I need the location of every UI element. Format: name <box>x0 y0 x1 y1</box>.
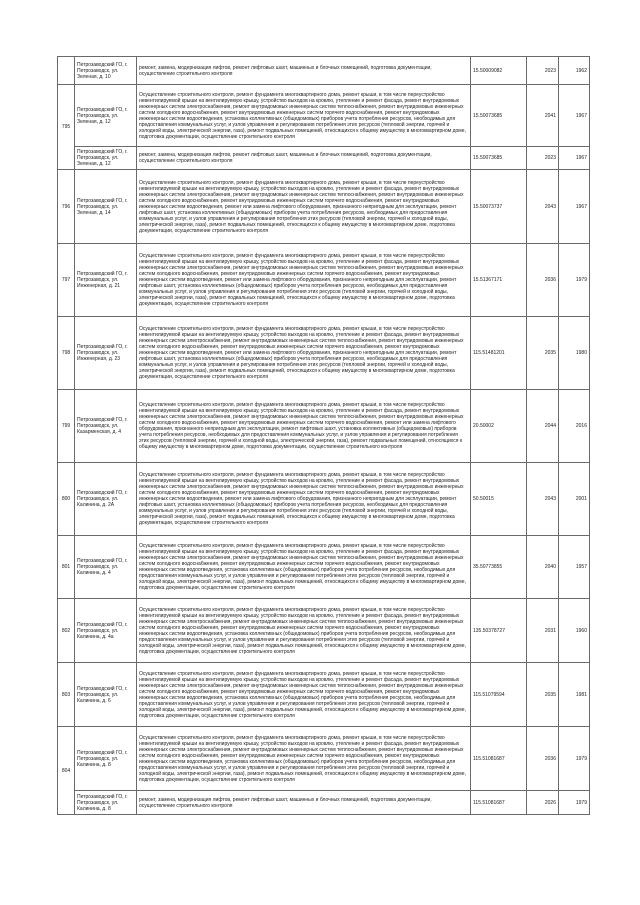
table-row <box>58 791 590 815</box>
built-year-cell: 1967 <box>559 170 590 244</box>
address-cell: Петрозаводский ГО, г. Петрозаводск, ул. Зеленая, д. 12 <box>75 147 137 170</box>
house-code-cell: 115.51081687 <box>471 791 527 815</box>
house-code-cell: 15.50073685 <box>471 85 527 147</box>
house-code-cell: 115.51481201 <box>471 317 527 390</box>
table-row <box>58 536 590 599</box>
address-cell: Петрозаводский ГО, г. Петрозаводск, ул. Калинина, д. 8 <box>75 727 137 791</box>
built-year-cell: 1967 <box>559 85 590 147</box>
planned-year-cell: 2026 <box>527 791 559 815</box>
built-year-cell: 1979 <box>559 727 590 791</box>
address-cell: Петрозаводский ГО, г. Петрозаводск, ул. Инженерная, д. 23 <box>75 317 137 390</box>
planned-year-cell: 2031 <box>527 599 559 663</box>
row-number: 803 <box>58 663 75 727</box>
table-row <box>58 727 590 791</box>
address-cell: Петрозаводский ГО, г. Петрозаводск, ул. Калинина, д. 4а <box>75 599 137 663</box>
planned-year-cell: 2023 <box>527 147 559 170</box>
table-row <box>58 663 590 727</box>
row-number: 804 <box>58 727 75 815</box>
address-cell: Петрозаводский ГО, г. Петрозаводск, ул. Зеленая, д. 14 <box>75 170 137 244</box>
address-cell: Петрозаводский ГО, г. Петрозаводск, ул. Калинина, д. 8 <box>75 791 137 815</box>
row-number: 801 <box>58 536 75 599</box>
address-cell: Петрозаводский ГО, г. Петрозаводск, ул. Калинина, д. 6 <box>75 663 137 727</box>
address-cell: Петрозаводский ГО, г. Петрозаводск, ул. Казарменская, д. 4 <box>75 390 137 463</box>
planned-year-cell: 2043 <box>527 170 559 244</box>
row-number: 798 <box>58 317 75 390</box>
built-year-cell: 2016 <box>559 390 590 463</box>
house-code-cell: 15.50073685 <box>471 147 527 170</box>
table-row <box>58 599 590 663</box>
table-row <box>58 170 590 244</box>
works-cell: Осуществление строительного контроля, ремонт фундамента многоквартирного дома, ремонт крыши, в том числе переустройство невентилируемой крыши на вентилируемую крышу, устройство выходов на кровлю, утепление и ремонт фасада, ремонт внутридомовых инженерных систем электроснабжения, ремонт внутридомовых инженерных систем теплоснабжения, ремонт внутридомовых инженерных систем холодного водоснабжения, ремонт внутридомовых инженерных систем горячего водоснабжения, ремонт внутридомовых инженерных систем водоотведения, ремонт или замена лифтового оборудования, признанного непригодным для эксплуатации, ремонт лифтовых шахт, установка коллективных (общедомовых) приборов учета потребления ресурсов, необходимых для предоставления коммунальных услуг, и узлов управления и регулирования потребления этих ресурсов (тепловой энергии, горячей и холодной воды, электрической энергии, газа), ремонт подвальных помещений, относящихся к общему имуществу в многоквартирном доме, подготовка документации, осуществление строительного контроля <box>137 317 471 390</box>
works-cell: ремонт, замена, модернизация лифтов, ремонт лифтовых шахт, машинных и блочных помещений, подготовка документации, осуществление строительного контроля <box>137 57 471 85</box>
table-row <box>58 390 590 463</box>
planned-year-cell: 2041 <box>527 85 559 147</box>
row-number: 802 <box>58 599 75 663</box>
table-row <box>58 463 590 536</box>
address-cell: Петрозаводский ГО, г. Петрозаводск, ул. Калинина, д. 4 <box>75 536 137 599</box>
works-cell: Осуществление строительного контроля, ремонт фундамента многоквартирного дома, ремонт крыши, в том числе переустройство невентилируемой крыши на вентилируемую крышу, устройство выходов на кровлю, утепление и ремонт фасада, ремонт внутридомовых инженерных систем электроснабжения, ремонт внутридомовых инженерных систем теплоснабжения, ремонт внутридомовых инженерных систем холодного водоснабжения, ремонт внутридомовых инженерных систем горячего водоснабжения, ремонт внутридомовых инженерных систем водоотведения, установка коллективных (общедомовых) приборов учета потребления ресурсов, необходимых для предоставления коммунальных услуг, и узлов управления и регулирования потребления этих ресурсов (тепловой энергии, горячей и холодной воды, электрической энергии, газа), ремонт подвальных помещений, относящихся к общему имуществу в многоквартирном доме, подготовка документации, осуществление строительного контроля <box>137 536 471 599</box>
built-year-cell: 1981 <box>559 663 590 727</box>
address-cell: Петрозаводский ГО, г. Петрозаводск, ул. Калинина, д. 2А <box>75 463 137 536</box>
house-code-cell: 15.50009082 <box>471 57 527 85</box>
built-year-cell: 1960 <box>559 599 590 663</box>
works-cell: Осуществление строительного контроля, ремонт фундамента многоквартирного дома, ремонт крыши, в том числе переустройство невентилируемой крыши на вентилируемую крышу, устройство выходов на кровлю, утепление и ремонт фасада, ремонт внутридомовых инженерных систем электроснабжения, ремонт внутридомовых инженерных систем теплоснабжения, ремонт внутридомовых инженерных систем холодного водоснабжения, ремонт внутридомовых инженерных систем горячего водоснабжения, ремонт внутридомовых инженерных систем водоотведения, ремонт или замена лифтового оборудования, признанного непригодным для эксплуатации, ремонт лифтовых шахт, установка коллективных (общедомовых) приборов учета потребления ресурсов, необходимых для предоставления коммунальных услуг, и узлов управления и регулирования потребления этих ресурсов (тепловой энергии, горячей и холодной воды, электрической энергии, газа), ремонт подвальных помещений, относящихся к общему имуществу в многоквартирном доме, подготовка документации, осуществление строительного контроля <box>137 170 471 244</box>
repair-register-table <box>57 56 590 815</box>
house-code-cell: 15.51367171 <box>471 244 527 317</box>
planned-year-cell: 2035 <box>527 663 559 727</box>
planned-year-cell: 2044 <box>527 390 559 463</box>
house-code-cell: 50.50015 <box>471 463 527 536</box>
house-code-cell: 115.51079594 <box>471 663 527 727</box>
built-year-cell: 1979 <box>559 244 590 317</box>
table-row <box>58 147 590 170</box>
house-code-cell: 15.50073737 <box>471 170 527 244</box>
address-cell: Петрозаводский ГО, г. Петрозаводск, ул. Зеленая, д. 12 <box>75 85 137 147</box>
built-year-cell: 1967 <box>559 147 590 170</box>
planned-year-cell: 2023 <box>527 57 559 85</box>
table-row <box>58 57 590 85</box>
table-row <box>58 317 590 390</box>
built-year-cell: 2001 <box>559 463 590 536</box>
planned-year-cell: 2040 <box>527 536 559 599</box>
house-code-cell: 115.51081687 <box>471 727 527 791</box>
works-cell: Осуществление строительного контроля, ремонт фундамента многоквартирного дома, ремонт крыши, в том числе переустройство невентилируемой крыши на вентилируемую крышу, устройство выходов на кровлю, утепление и ремонт фасада, ремонт внутридомовых инженерных систем электроснабжения, ремонт внутридомовых инженерных систем теплоснабжения, ремонт внутридомовых инженерных систем холодного водоснабжения, ремонт внутридомовых инженерных систем горячего водоснабжения, ремонт или замена лифтового оборудования, признанного непригодным для эксплуатации, ремонт лифтовых шахт, установка коллективных (общедомовых) приборов учета потребления ресурсов, необходимых для предоставления коммунальных услуг, и узлов управления и регулирования потребления этих ресурсов (тепловой энергии, горячей и холодной воды, электрической энергии, газа), ремонт подвальных помещений, относящихся к общему имуществу в многоквартирном доме, подготовка документации, осуществление строительного контроля <box>137 390 471 463</box>
built-year-cell: 1957 <box>559 536 590 599</box>
works-cell: ремонт, замена, модернизация лифтов, ремонт лифтовых шахт, машинных и блочных помещений, подготовка документации, осуществление строительного контроля <box>137 791 471 815</box>
planned-year-cell: 2043 <box>527 463 559 536</box>
house-code-cell: 35.50773855 <box>471 536 527 599</box>
built-year-cell: 1962 <box>559 57 590 85</box>
house-code-cell: 135.50378727 <box>471 599 527 663</box>
works-cell: Осуществление строительного контроля, ремонт фундамента многоквартирного дома, ремонт крыши, в том числе переустройство невентилируемой крыши на вентилируемую крышу, устройство выходов на кровлю, утепление и ремонт фасада, ремонт внутридомовых инженерных систем электроснабжения, ремонт внутридомовых инженерных систем теплоснабжения, ремонт внутридомовых инженерных систем холодного водоснабжения, ремонт внутридомовых инженерных систем горячего водоснабжения, ремонт внутридомовых инженерных систем водоотведения, ремонт или замена лифтового оборудования, признанного непригодным для эксплуатации, ремонт лифтовых шахт, установка коллективных (общедомовых) приборов учета потребления ресурсов, необходимых для предоставления коммунальных услуг, и узлов управления и регулирования потребления этих ресурсов (тепловой энергии, горячей и холодной воды, электрической энергии, газа), ремонт подвальных помещений, относящихся к общему имуществу в многоквартирном доме, подготовка документации, осуществление строительного контроля <box>137 463 471 536</box>
built-year-cell: 1979 <box>559 791 590 815</box>
row-number: 797 <box>58 244 75 317</box>
row-number <box>58 57 75 85</box>
row-number: 796 <box>58 170 75 244</box>
planned-year-cell: 2036 <box>527 244 559 317</box>
built-year-cell: 1980 <box>559 317 590 390</box>
address-cell: Петрозаводский ГО, г. Петрозаводск, ул. Зеленая, д. 10 <box>75 57 137 85</box>
planned-year-cell: 2036 <box>527 727 559 791</box>
works-cell: Осуществление строительного контроля, ремонт фундамента многоквартирного дома, ремонт крыши, в том числе переустройство невентилируемой крыши на вентилируемую крышу, устройство выходов на кровлю, утепление и ремонт фасада, ремонт внутридомовых инженерных систем электроснабжения, ремонт внутридомовых инженерных систем теплоснабжения, ремонт внутридомовых инженерных систем холодного водоснабжения, ремонт внутридомовых инженерных систем горячего водоснабжения, ремонт внутридомовых инженерных систем водоотведения, установка коллективных (общедомовых) приборов учета потребления ресурсов, необходимых для предоставления коммунальных услуг, и узлов управления и регулирования потребления этих ресурсов (тепловой энергии, горячей и холодной воды, электрической энергии, газа), ремонт подвальных помещений, относящихся к общему имуществу в многоквартирном доме, подготовка документации, осуществление строительного контроля <box>137 599 471 663</box>
table-row <box>58 244 590 317</box>
works-cell: Осуществление строительного контроля, ремонт фундамента многоквартирного дома, ремонт крыши, в том числе переустройство невентилируемой крыши на вентилируемую крышу, устройство выходов на кровлю, утепление и ремонт фасада, ремонт внутридомовых инженерных систем электроснабжения, ремонт внутридомовых инженерных систем теплоснабжения, ремонт внутридомовых инженерных систем холодного водоснабжения, ремонт внутридомовых инженерных систем горячего водоснабжения, ремонт внутридомовых инженерных систем водоотведения, установка коллективных (общедомовых) приборов учета потребления ресурсов, необходимых для предоставления коммунальных услуг, и узлов управления и регулирования потребления этих ресурсов (тепловой энергии, горячей и холодной воды, электрической энергии, газа), ремонт подвальных помещений, относящихся к общему имуществу в многоквартирном доме, подготовка документации, осуществление строительного контроля <box>137 663 471 727</box>
works-cell: Осуществление строительного контроля, ремонт фундамента многоквартирного дома, ремонт крыши, в том числе переустройство невентилируемой крыши на вентилируемую крышу, устройство выходов на кровлю, утепление и ремонт фасада, ремонт внутридомовых инженерных систем электроснабжения, ремонт внутридомовых инженерных систем теплоснабжения, ремонт внутридомовых инженерных систем холодного водоснабжения, ремонт внутридомовых инженерных систем горячего водоснабжения, ремонт внутридомовых инженерных систем водоотведения, установка коллективных (общедомовых) приборов учета потребления ресурсов, необходимых для предоставления коммунальных услуг, и узлов управления и регулирования потребления этих ресурсов (тепловой энергии, горячей и холодной воды, электрической энергии, газа), ремонт подвальных помещений, относящихся к общему имуществу в многоквартирном доме, подготовка документации, осуществление строительного контроля <box>137 85 471 147</box>
works-cell: Осуществление строительного контроля, ремонт фундамента многоквартирного дома, ремонт крыши, в том числе переустройство невентилируемой крыши на вентилируемую крышу, устройство выходов на кровлю, утепление и ремонт фасада, ремонт внутридомовых инженерных систем электроснабжения, ремонт внутридомовых инженерных систем теплоснабжения, ремонт внутридомовых инженерных систем холодного водоснабжения, ремонт внутридомовых инженерных систем горячего водоснабжения, ремонт внутридомовых инженерных систем водоотведения, ремонт или замена лифтового оборудования, признанного непригодным для эксплуатации, ремонт лифтовых шахт, установка коллективных (общедомовых) приборов учета потребления ресурсов, необходимых для предоставления коммунальных услуг, и узлов управления и регулирования потребления этих ресурсов (тепловой энергии, горячей и холодной воды, электрической энергии, газа), ремонт подвальных помещений, относящихся к общему имуществу в многоквартирном доме, подготовка документации, осуществление строительного контроля <box>137 244 471 317</box>
planned-year-cell: 2035 <box>527 317 559 390</box>
works-cell: Осуществление строительного контроля, ремонт фундамента многоквартирного дома, ремонт крыши, в том числе переустройство невентилируемой крыши на вентилируемую крышу, устройство выходов на кровлю, утепление и ремонт фасада, ремонт внутридомовых инженерных систем электроснабжения, ремонт внутридомовых инженерных систем теплоснабжения, ремонт внутридомовых инженерных систем холодного водоснабжения, ремонт внутридомовых инженерных систем горячего водоснабжения, ремонт внутридомовых инженерных систем водоотведения, установка коллективных (общедомовых) приборов учета потребления ресурсов, необходимых для предоставления коммунальных услуг, и узлов управления и регулирования потребления этих ресурсов (тепловой энергии, горячей и холодной воды, электрической энергии, газа), ремонт подвальных помещений, относящихся к общему имуществу в многоквартирном доме, подготовка документации, осуществление строительного контроля <box>137 727 471 791</box>
house-code-cell: 20.50002 <box>471 390 527 463</box>
row-number: 795 <box>58 85 75 170</box>
row-number: 799 <box>58 390 75 463</box>
table-row <box>58 85 590 147</box>
address-cell: Петрозаводский ГО, г. Петрозаводск, ул. Инженерная, д. 21 <box>75 244 137 317</box>
works-cell: ремонт, замена, модернизация лифтов, ремонт лифтовых шахт, машинных и блочных помещений, подготовка документации, осуществление строительного контроля <box>137 147 471 170</box>
row-number: 800 <box>58 463 75 536</box>
